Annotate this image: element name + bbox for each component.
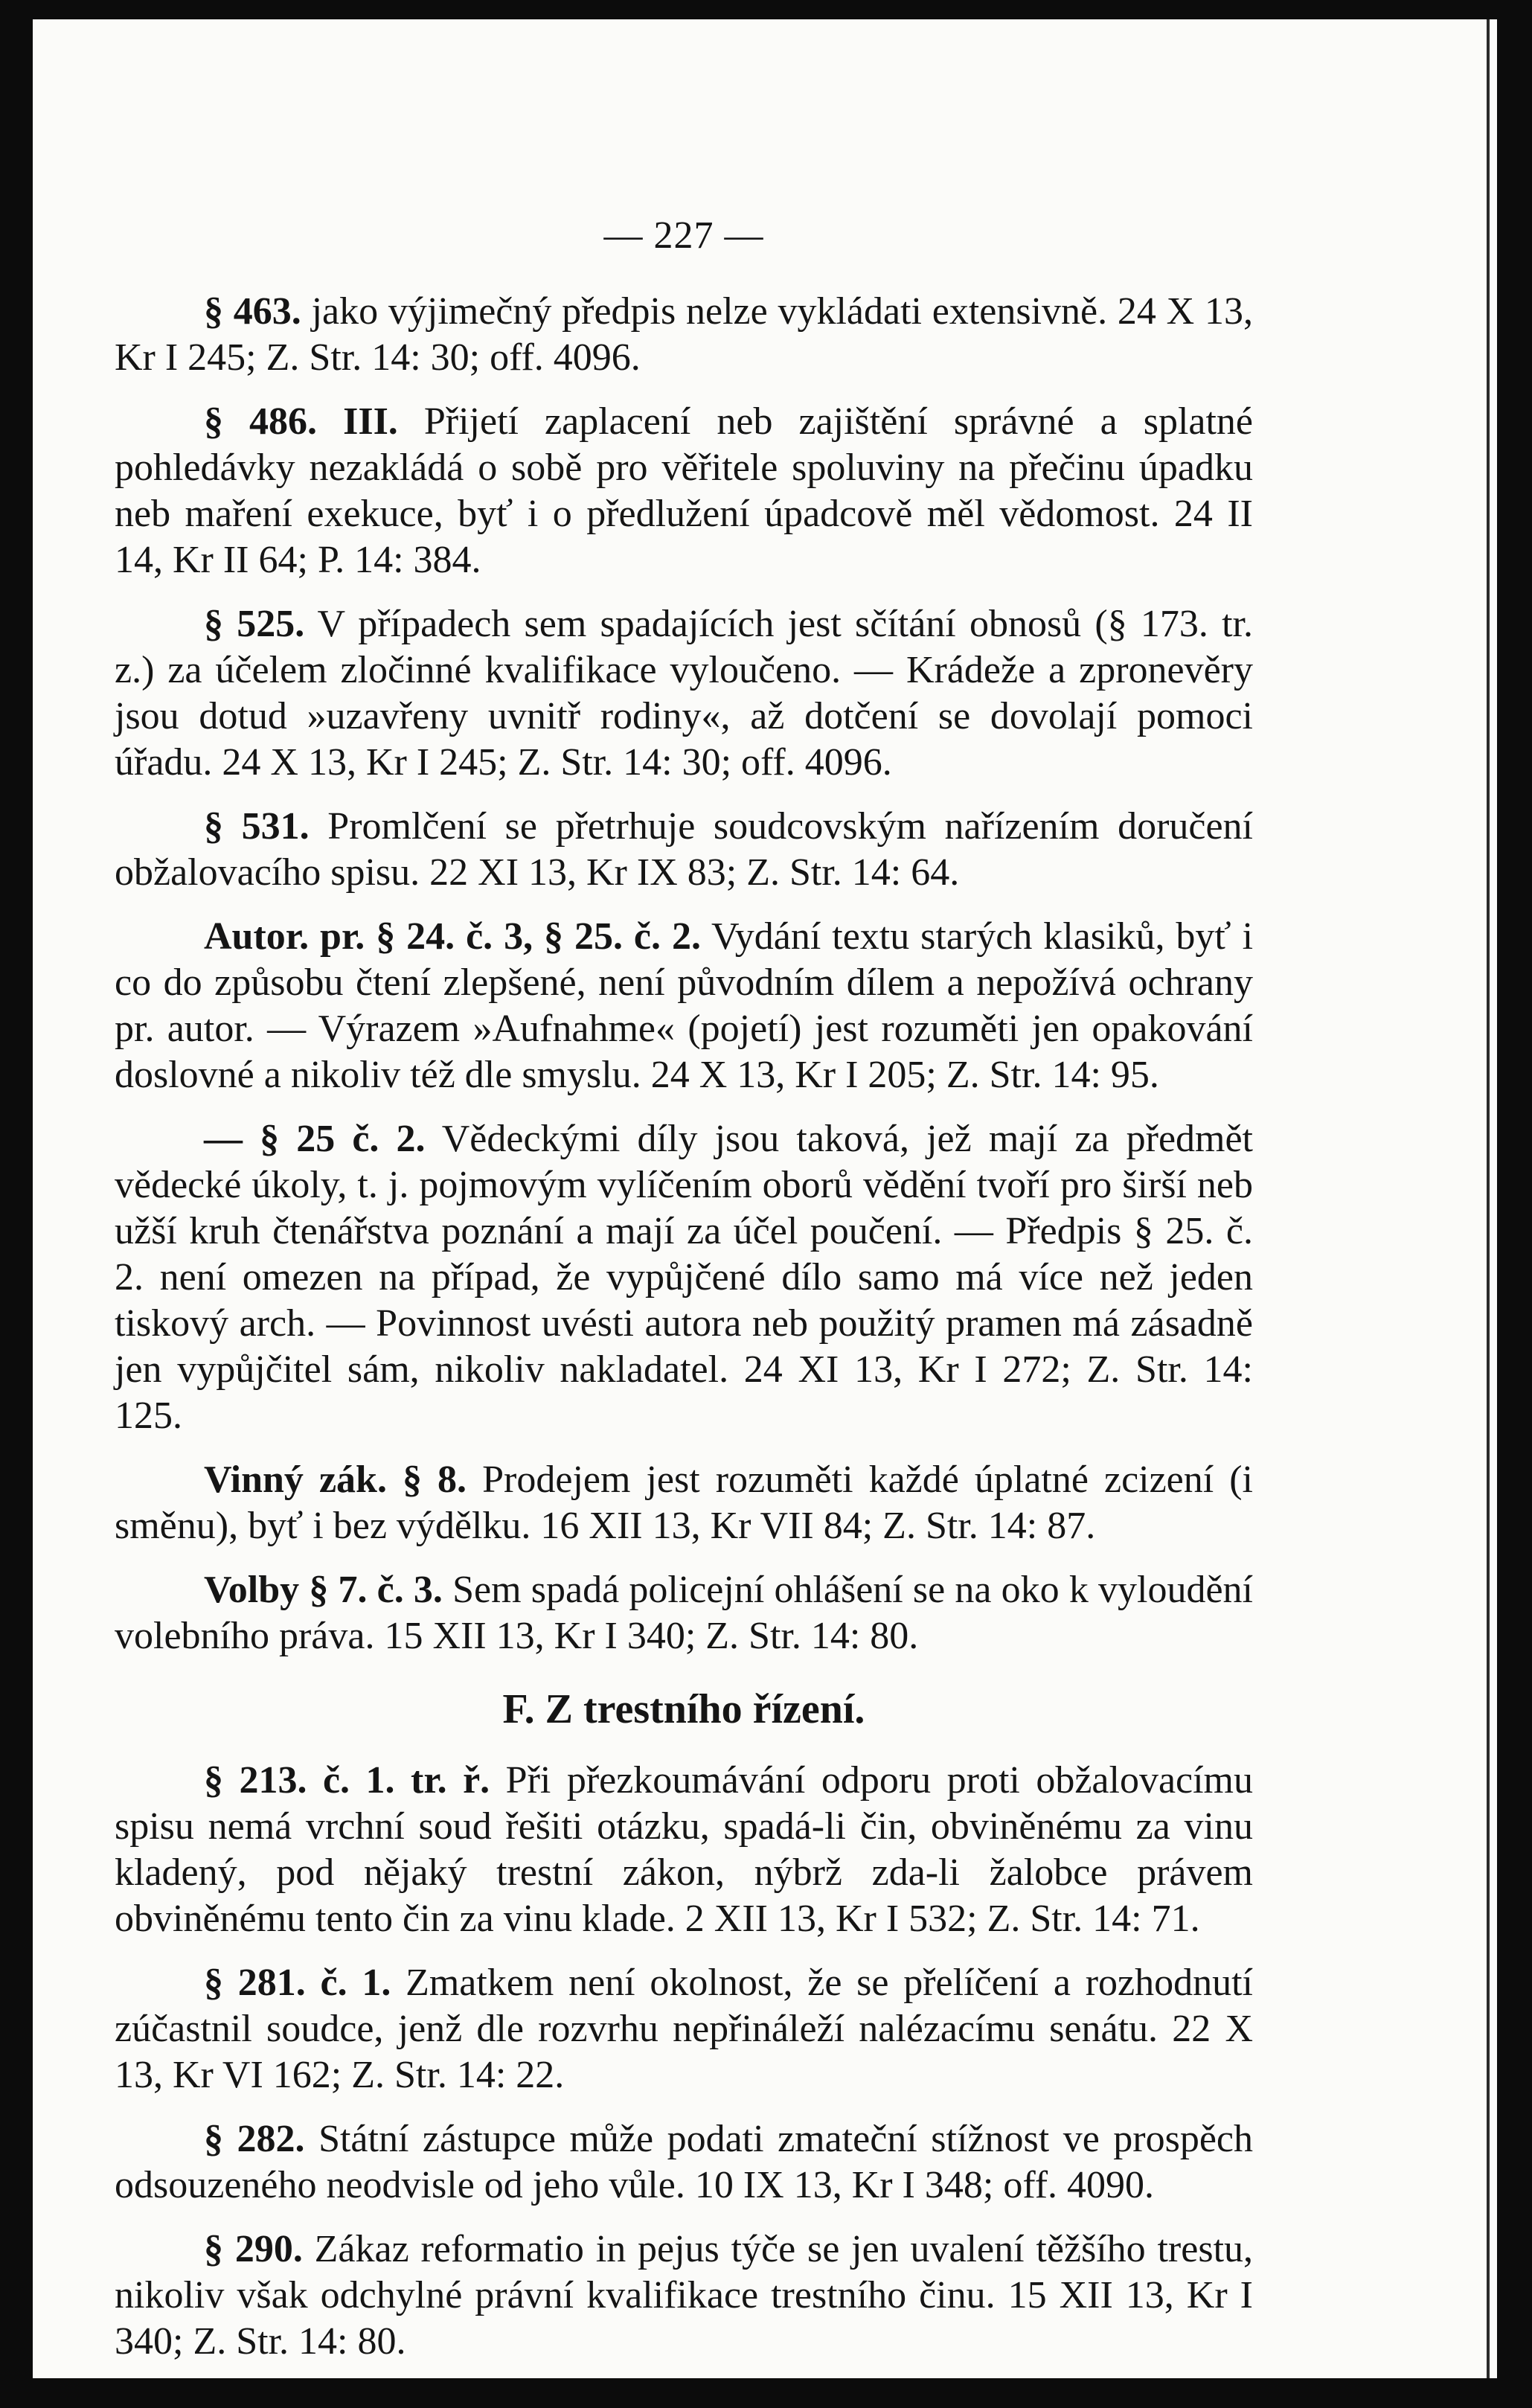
paragraph-282 <box>115 2116 1253 2209</box>
paragraph-text: Přijetí zaplacení neb zajištění správné a splatné pohledávky nezakládá o sobě pro věřitele spoluviny na přečinu úpadku neb maření exekuce, byť i o předlužení úpadcově měl vědomost. 24 II 14, Kr II 64; P. 14: 384. <box>115 400 1253 581</box>
paragraph-213 <box>115 1758 1253 1942</box>
paragraph-290 <box>115 2226 1253 2365</box>
paragraph-281 <box>115 1960 1253 2098</box>
section-heading: F. Z trestního řízení. <box>502 1686 865 1732</box>
paragraph-ref: § 463. <box>204 290 301 333</box>
paragraph-ref: § 531. <box>204 805 310 848</box>
paragraph-486 <box>115 399 1253 583</box>
paragraph-text: jako výjimečný předpis nelze vykládati extensivně. 24 X 13, Kr I 245; Z. Str. 14: 30; off. 4096. <box>115 290 1253 379</box>
paragraph-463 <box>115 289 1253 381</box>
paragraph-ref: § 525. <box>204 603 305 645</box>
page-edge-shadow <box>1487 19 1490 2378</box>
paragraph-531 <box>115 804 1253 896</box>
paragraph-ref: § 486. III. <box>204 400 398 443</box>
paragraph-525 <box>115 601 1253 786</box>
paragraph-text: Vědeckými díly jsou taková, jež mají za předmět vědecké úkoly, t. j. pojmovým vylíčením oborů vědění tvoří pro širší neb užší kruh čtenářstva poznání a mají za účel poučení. — Předpis § 25. č. 2. není omezen na případ, že vypůjčené dílo samo má více než jeden tiskový arch. — Povinnost uvésti autora neb použitý pramen má zásadně jen vypůjčitel sám, nikoliv nakladatel. 24 XI 13, Kr I 272; Z. Str. 14: 125. <box>115 1118 1254 1437</box>
paragraph-text: V případech sem spadajících jest sčítání obnosů (§ 173. tr. z.) za účelem zločinné kvalifikace vyloučeno. — Krádeže a zpronevěry jsou dotud »uzavřeny uvnitř rodiny«, až dotčení se dovolají pomoci úřadu. 24 X 13, Kr I 245; Z. Str. 14: 30; off. 4096. <box>115 603 1254 784</box>
paragraph-ref: § 213. č. 1. tr. ř. <box>204 1759 490 1802</box>
paragraph-ref: § 290. <box>204 2228 303 2270</box>
paragraph-ref: — § 25 č. 2. <box>204 1118 426 1160</box>
paragraph-text: Prodejem jest rozuměti každé úplatné zcizení (i směnu), byť i bez výdělku. 16 XII 13, Kr VII 84; Z. Str. 14: 87. <box>115 1458 1254 1547</box>
paragraph-25-c2 <box>115 1116 1253 1439</box>
paragraph-ref: Autor. pr. § 24. č. 3, § 25. č. 2. <box>204 915 701 958</box>
paragraph-text: Zákaz reformatio in pejus týče se jen uvalení těžšího trestu, nikoliv však odchylné právní kvalifikace trestního činu. 15 XII 13, Kr I 340; Z. Str. 14: 80. <box>115 2228 1254 2363</box>
paragraph-text: Promlčení se přetrhuje soudcovským nařízením doručení obžalovacího spisu. 22 XI 13, Kr IX 83; Z. Str. 14: 64. <box>115 805 1254 894</box>
paragraph-autor-pr <box>115 914 1253 1098</box>
page-content <box>115 213 1253 2383</box>
paragraph-text: Vydání textu starých klasiků, byť i co do způsobu čtení zlepšené, není původním dílem a nepožívá ochrany pr. autor. — Výrazem »Aufnahme« (pojetí) jest rozuměti jen opakování doslovné a nikoliv též dle smyslu. 24 X 13, Kr I 205; Z. Str. 14: 95. <box>115 915 1254 1096</box>
paragraph-volby <box>115 1567 1253 1659</box>
paragraph-text: Státní zástupce může podati zmateční stížnost ve prospěch odsouzeného neodvisle od jeho vůle. 10 IX 13, Kr I 348; off. 4090. <box>115 2118 1254 2206</box>
paragraph-text: Sem spadá policejní ohlášení se na oko k vyloudění volebního práva. 15 XII 13, Kr I 340; Z. Str. 14: 80. <box>115 1569 1253 1657</box>
paragraph-ref: § 282. <box>204 2118 305 2160</box>
paragraph-ref: Volby § 7. č. 3. <box>204 1569 443 1611</box>
paragraph-text: Při přezkoumávání odporu proti obžalovacímu spisu nemá vrchní soud řešiti otázku, spadá-li čin, obviněnému za vinu kladený, pod nějaký trestní zákon, nýbrž zda-li žalobce právem obviněnému tento čin za vinu klade. 2 XII 13, Kr I 532; Z. Str. 14: 71. <box>115 1759 1253 1940</box>
paragraph-ref: Vinný zák. § 8. <box>204 1458 467 1501</box>
page-number: — 227 — <box>603 214 764 257</box>
paragraph-text: Zmatkem není okolnost, že se přelíčení a rozhodnutí zúčastnil soudce, jenž dle rozvrhu nepřináleží nalézacímu senátu. 22 X 13, Kr VI 162; Z. Str. 14: 22. <box>115 1962 1253 2096</box>
paragraph-vinny-zak <box>115 1457 1253 1549</box>
paragraph-ref: § 281. č. 1. <box>204 1962 391 2004</box>
